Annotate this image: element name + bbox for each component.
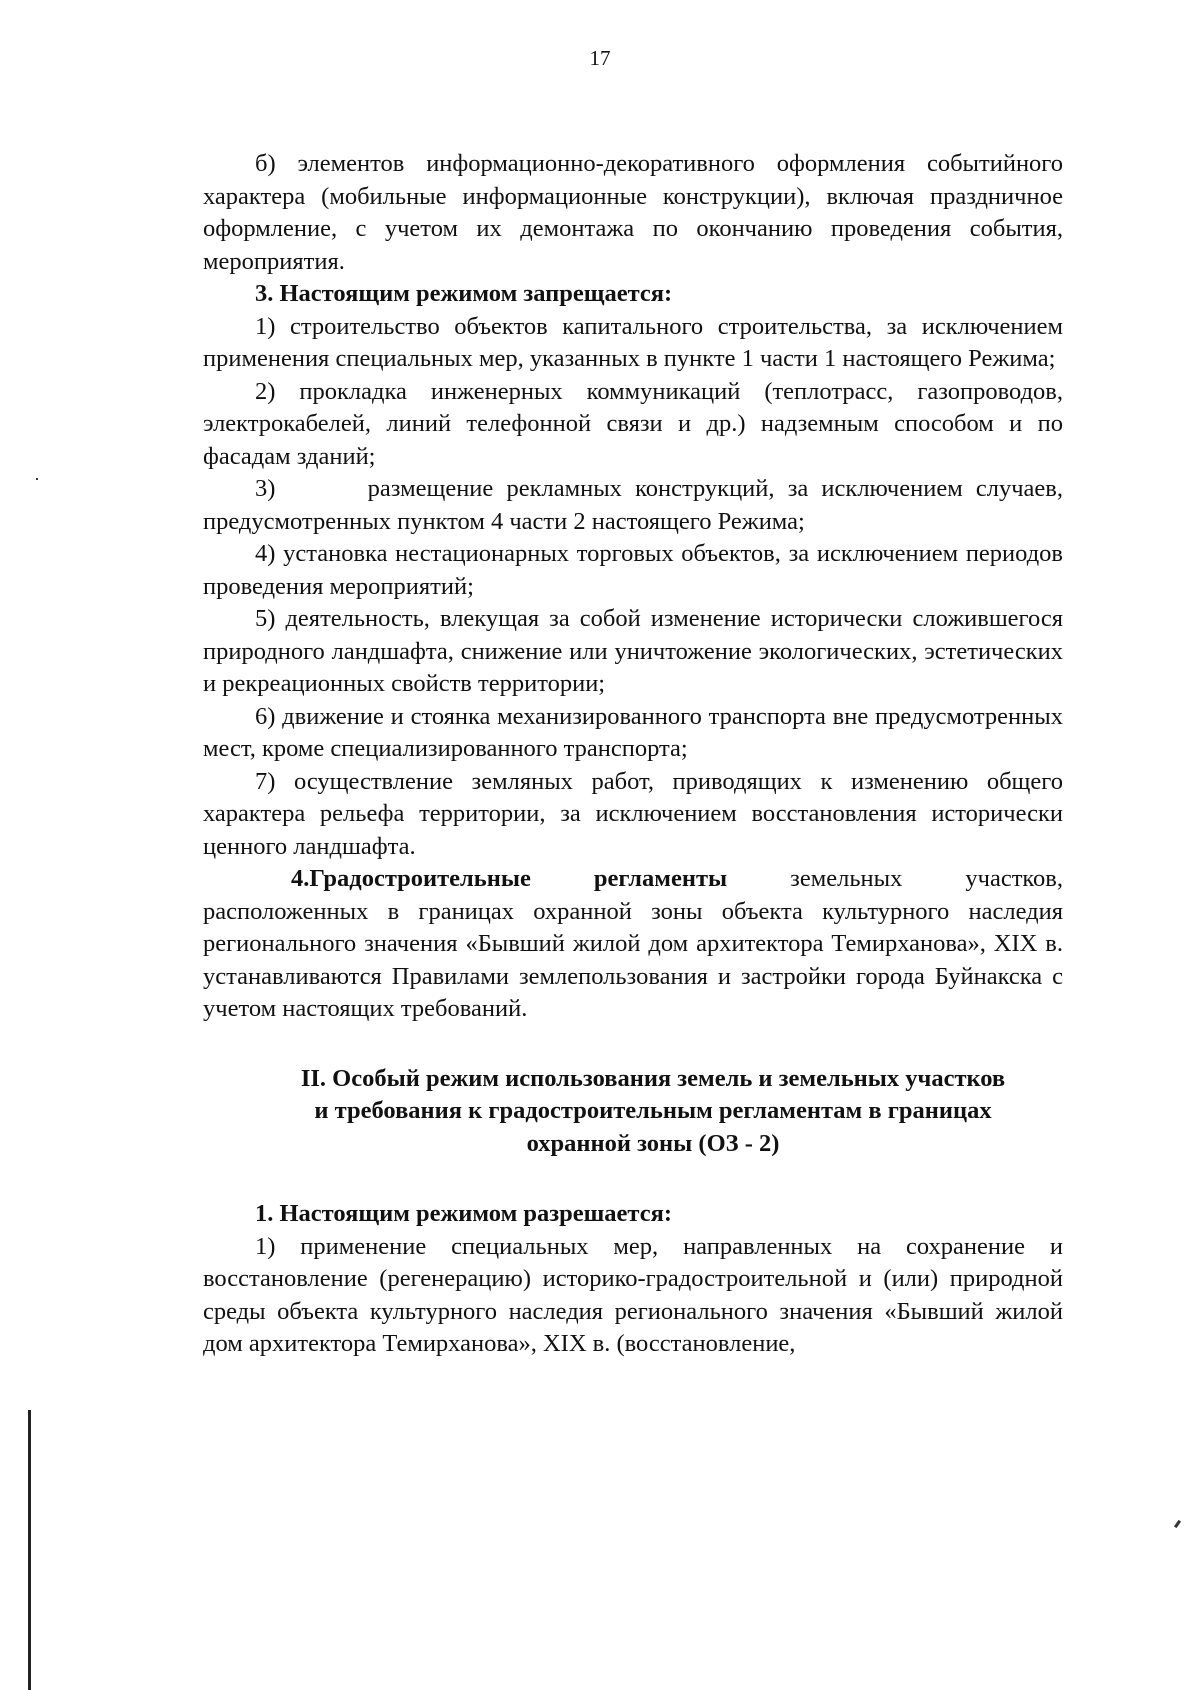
section-4-text: земельных участков, расположенных в границах охранной зоны объекта культурного наследия регионального значения «Бывший жилой дом архитектора Темирханова», XIX в. устанавливаются Правилами землепользования и застройки города Буйнакска с учетом настоящих требований. — [203, 865, 1064, 1022]
scan-margin-line — [28, 1410, 31, 1690]
item-3-1: 1) строительство объектов капитального строительства, за исключением применения специальных мер, указанных в пункте 1 части 1 настоящего Режима; — [203, 312, 1063, 372]
section-3-heading: 3. Настоящим режимом запрещается: — [255, 280, 673, 307]
item-3-7: 7) осуществление земляных работ, приводящих к изменению общего характера рельефа территории, за исключением восстановления исторически ценного ландшафта. — [203, 767, 1063, 860]
page-number: 17 — [589, 46, 611, 70]
item-3-4: 4) установка нестационарных торговых объектов, за исключением периодов проведения мероприятий; — [203, 540, 1063, 600]
section-4-lead: 4.Градостроительные регламенты — [291, 865, 728, 892]
section-ii-1-heading: 1. Настоящим режимом разрешается: — [255, 1200, 673, 1227]
section-ii-heading-line-3: охранной зоны (ОЗ - 2) — [526, 1129, 780, 1157]
section-ii-heading-line-1: II. Особый режим использования земель и земельных участков — [300, 1064, 1006, 1092]
document-body — [203, 148, 1063, 1361]
item-ii-1-1: 1) применение специальных мер, направленных на сохранение и восстановление (регенерацию) историко-градостроительной и (или) природной среды объекта культурного наследия регионального значения «Бывший жилой дом архитектора Темирханова», XIX в. (восстановление, — [203, 1232, 1063, 1357]
item-3-6: 6) движение и стоянка механизированного транспорта вне предусмотренных мест, кроме специализированного транспорта; — [203, 702, 1063, 762]
item-3-3: 3) размещение рекламных конструкций, за исключением случаев, предусмотренных пунктом 4 части 2 настоящего Режима; — [203, 475, 1063, 535]
item-3-5: 5) деятельность, влекущая за собой изменение исторически сложившегося природного ландшафта, снижение или уничтожение экологических, эстетических и рекреационных свойств территории; — [203, 605, 1063, 697]
section-ii-heading — [203, 1063, 1063, 1161]
paragraph-b: б) элементов информационно-декоративного оформления событийного характера (мобильные информационные конструкции), включая праздничное оформление, с учетом их демонтажа по окончанию проведения события, мероприятия. — [203, 150, 1063, 275]
section-ii-heading-line-2: и требования к градостроительным регламентам в границах — [314, 1097, 992, 1124]
scan-speck — [36, 478, 38, 480]
scan-speck — [1174, 1520, 1181, 1528]
section-4-paragraph — [203, 863, 1063, 1026]
item-3-2: 2) прокладка инженерных коммуникаций (теплотрасс, газопроводов, электрокабелей, линий телефонной связи и др.) надземным способом и по фасадам зданий; — [203, 377, 1063, 470]
